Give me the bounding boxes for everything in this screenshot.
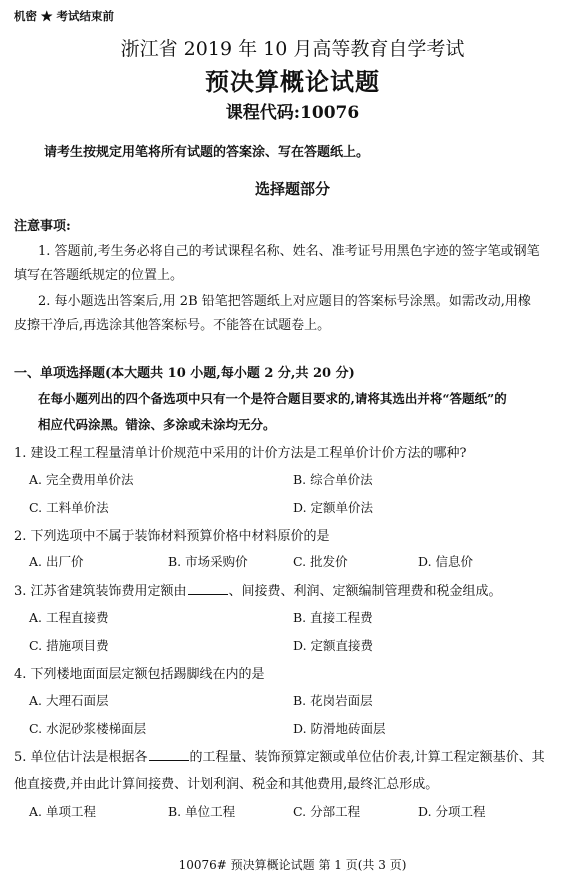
question-4-stem: 4. 下列楼地面面层定额包括踢脚线在内的是	[14, 667, 265, 682]
answer-blank	[188, 582, 228, 595]
question-5-option-b: B. 单位工程	[168, 804, 236, 819]
part1-title: 一、单项选择题(本大题共 10 小题,每小题 2 分,共 20 分)	[14, 366, 355, 381]
notes-line-1: 1. 答题前,考生务必将自己的考试课程名称、姓名、准考证号用黑色字迹的签字笔或钢笔	[38, 244, 540, 259]
question-3-stem-pre: 3. 江苏省建筑装饰费用定额由	[14, 584, 187, 599]
notes-line-3: 2. 每小题选出答案后,用 2B 铅笔把答题纸上对应题目的答案标号涂黑。如需改动,用橡	[38, 294, 531, 309]
question-3-option-a: A. 工程直接费	[29, 610, 109, 625]
question-5-option-a: A. 单项工程	[29, 804, 96, 819]
question-2-option-c: C. 批发价	[293, 554, 348, 569]
part1-desc-1: 在每小题列出的四个备选项中只有一个是符合题目要求的,请将其选出并将“答题纸”的	[38, 391, 507, 406]
question-5-option-c: C. 分部工程	[293, 804, 361, 819]
part1-desc-2: 相应代码涂黑。错涂、多涂或未涂均无分。	[38, 417, 276, 432]
question-5-stem-line-2: 他直接费,并由此计算间接费、计划利润、税金和其他费用,最终汇总形成。	[14, 777, 439, 792]
question-1-option-d: D. 定额单价法	[293, 500, 374, 515]
secret-label: 机密 ★ 考试结束前	[14, 9, 115, 23]
course-code: 课程代码:10076	[225, 103, 360, 123]
answer-instruction: 请考生按规定用笔将所有试题的答案涂、写在答题纸上。	[44, 145, 370, 160]
question-1-option-b: B. 综合单价法	[293, 472, 373, 487]
question-3-stem	[14, 580, 502, 599]
page-footer: 10076# 预决算概论试题 第 1 页(共 3 页)	[178, 858, 407, 872]
question-2-stem: 2. 下列选项中不属于装饰材料预算价格中材料原价的是	[14, 529, 330, 544]
question-5-stem	[14, 746, 545, 765]
notes-title: 注意事项:	[14, 219, 71, 234]
question-4-option-c: C. 水泥砂浆楼梯面层	[29, 721, 147, 736]
notes-line-4: 皮擦干净后,再选涂其他答案标号。不能答在试题卷上。	[14, 318, 331, 333]
question-5-stem-pre: 5. 单位估计法是根据各	[14, 750, 148, 765]
notes-line-2: 填写在答题纸规定的位置上。	[14, 268, 184, 283]
question-4-option-a: A. 大理石面层	[29, 693, 109, 708]
question-1-stem: 1. 建设工程工程量清单计价规范中采用的计价方法是工程单价计价方法的哪种?	[14, 446, 467, 461]
question-5-stem-post: 的工程量、装饰预算定额或单位估价表,计算工程定额基价、其	[189, 750, 545, 765]
question-3-option-b: B. 直接工程费	[293, 610, 373, 625]
question-2-option-a: A. 出厂价	[29, 554, 84, 569]
question-3-option-d: D. 定额直接费	[293, 638, 374, 653]
exam-title: 浙江省 2019 年 10 月高等教育自学考试	[120, 38, 465, 60]
question-1-option-a: A. 完全费用单价法	[29, 472, 134, 487]
question-1-option-c: C. 工料单价法	[29, 500, 109, 515]
question-4-option-b: B. 花岗岩面层	[293, 693, 373, 708]
question-3-option-c: C. 措施项目费	[29, 638, 109, 653]
question-2-option-d: D. 信息价	[418, 554, 474, 569]
question-3-stem-post: 、间接费、利润、定额编制管理费和税金组成。	[228, 584, 502, 599]
subject-title: 预决算概论试题	[205, 67, 380, 96]
question-5-option-d: D. 分项工程	[418, 804, 486, 819]
question-4-option-d: D. 防滑地砖面层	[293, 721, 386, 736]
answer-blank	[149, 748, 189, 761]
question-2-option-b: B. 市场采购价	[168, 554, 248, 569]
section-title: 选择题部分	[254, 180, 330, 198]
